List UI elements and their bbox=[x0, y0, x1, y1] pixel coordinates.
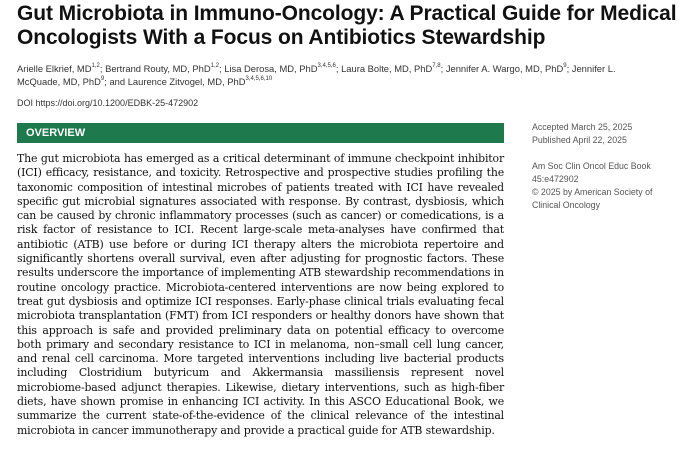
author-separator: ; bbox=[99, 63, 106, 74]
author-list bbox=[17, 62, 657, 88]
abstract-text: The gut microbiota has emerged as a critical determinant of immune checkpoint inhibitor (ICI) efficacy, resistance, and toxicity. Retrospective and prospective studies profiling the taxonomic composition of intestinal microbes of patients treated with ICI have revealed specific gut microbial signatures associated with response. By contrast, dysbiosis, which can be caused by chronic inflammatory processes (such as cancer) or comedications, is a risk factor of resistance to ICI. Recent large-scale meta-analyses have confirmed that antibiotic (ATB) use before or during ICI therapy alters the microbiota repertoire and significantly shortens overall survival, even after adjusting for prognostic factors. These results underscore the importance of implementing ATB stewardship recommendations in routine oncology practice. Microbiota-centered interventions are now being explored to treat gut dysbiosis and optimize ICI responses. Early-phase clinical trials evaluating fecal microbiota transplantation (FMT) from ICI responders or healthy donors have shown that this approach is safe and provided preliminary data on potential efficacy to overcome both primary and secondary resistance to ICI in melanoma, non–small cell lung cancer, and renal cell carcinoma. More targeted interventions including live bacterial products including Clostridium butyricum and Akkermansia massiliensis represent novel microbiome-based adjunct therapies. Likewise, dietary interventions, such as high-fiber diets, have shown promise in enhancing ICI activity. In this ASCO Educational Book, we summarize the current state-of-the-evidence of the clinical relevance of the intestinal microbiota in cancer immunotherapy and provide a practical guide for ATB stewardship. bbox=[17, 152, 504, 437]
journal-name: Am Soc Clin Oncol Educ Book bbox=[532, 161, 651, 171]
overview-section-header: OVERVIEW bbox=[17, 123, 504, 143]
published-date: Published April 22, 2025 bbox=[532, 135, 627, 145]
author-affiliation: 3,4,5,6,10 bbox=[245, 76, 273, 82]
author-name: Laurence Zitvogel, MD, PhD bbox=[127, 76, 246, 87]
doi-link[interactable]: DOI https://doi.org/10.1200/EDBK-25-472902 bbox=[17, 98, 199, 108]
author-separator: ; and bbox=[104, 76, 128, 87]
author-name: Arielle Elkrief, MD bbox=[17, 63, 92, 74]
author-separator: ; bbox=[335, 63, 342, 74]
author-affiliation: 9 bbox=[100, 76, 105, 82]
journal-volume: 45:e472902 bbox=[532, 174, 579, 184]
author-affiliation: 1,2 bbox=[210, 63, 219, 69]
author-name: Jennifer A. Wargo, MD, PhD bbox=[445, 63, 564, 74]
author-name: Laura Bolte, MD, PhD bbox=[341, 63, 433, 74]
author-separator: ; bbox=[440, 63, 446, 74]
author-affiliation: 3,4,5,6 bbox=[317, 63, 336, 69]
copyright-line-2: Clinical Oncology bbox=[532, 200, 600, 210]
author-separator: ; bbox=[219, 63, 225, 74]
author-affiliation: 9 bbox=[563, 63, 567, 69]
author-name: Jennifer L. McQuade, MD, PhD bbox=[17, 63, 616, 87]
author-affiliation: 7,8 bbox=[432, 63, 441, 69]
author-affiliation: 1,2 bbox=[91, 63, 100, 69]
citation-info bbox=[532, 160, 672, 212]
author-separator: ; bbox=[566, 63, 572, 74]
article-title: Gut Microbiota in Immuno-Oncology: A Practical Guide for Medical Oncologists With a Focus on Antibiotics Stewardship bbox=[17, 2, 677, 49]
author-name: Bertrand Routy, MD, PhD bbox=[105, 63, 211, 74]
author-name: Lisa Derosa, MD, PhD bbox=[224, 63, 318, 74]
accepted-date: Accepted March 25, 2025 bbox=[532, 122, 633, 132]
publication-dates bbox=[532, 121, 672, 147]
copyright-line-1: © 2025 by American Society of bbox=[532, 187, 653, 197]
